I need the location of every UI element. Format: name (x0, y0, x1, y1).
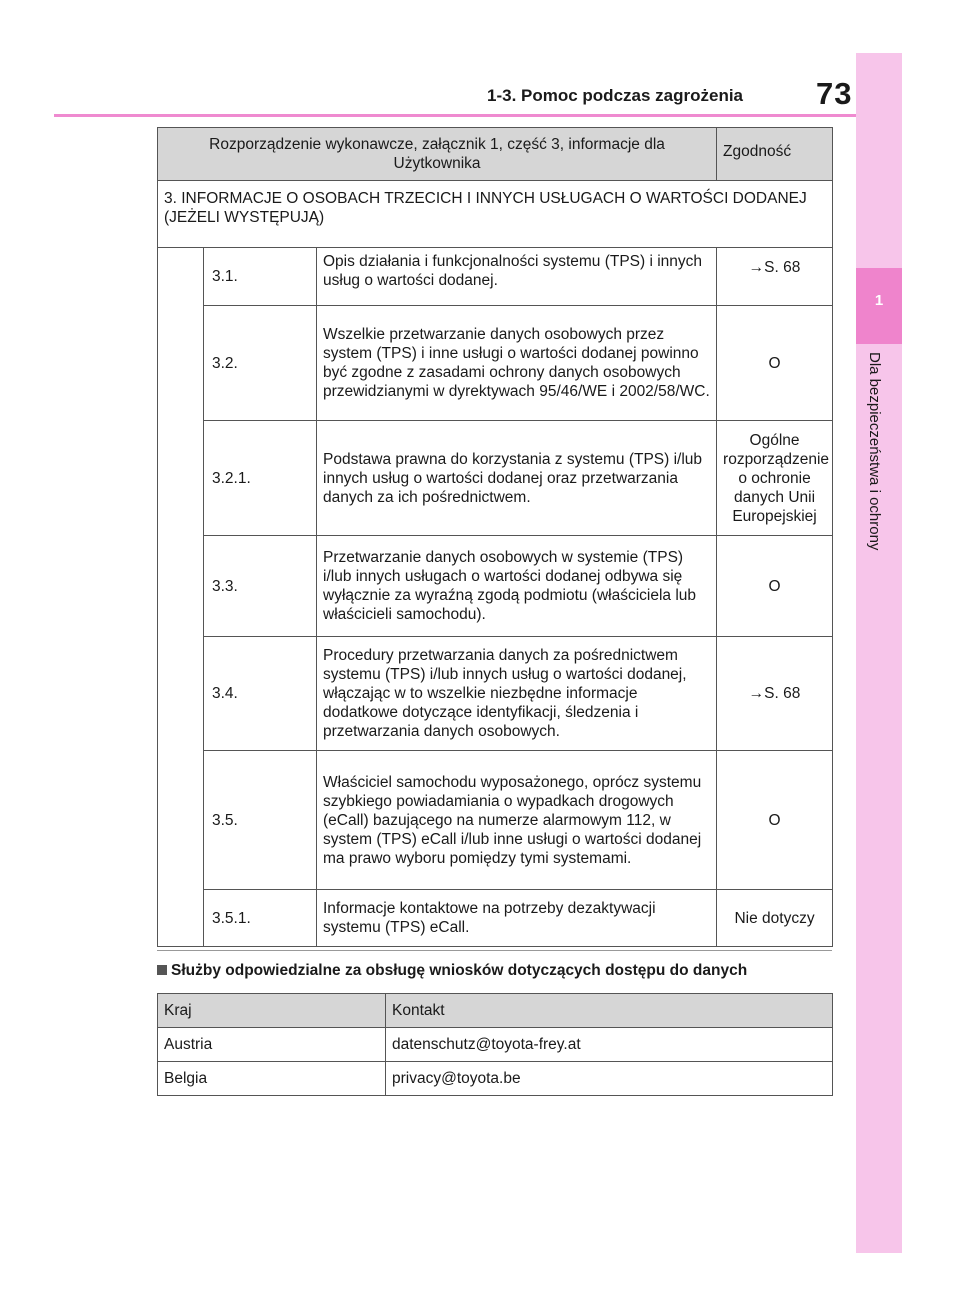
country-cell: Austria (158, 1028, 386, 1062)
row-number: 3.2.1. (204, 421, 317, 536)
row-number: 3.3. (204, 536, 317, 637)
table-row (158, 1062, 833, 1096)
side-tab-strip (856, 53, 902, 1253)
row-description: Informacje kontaktowe na potrzeby dezaktywacji systemu (TPS) eCall. (317, 890, 717, 947)
section-heading-text: Służby odpowiedzialne za obsługę wniosków dotyczących dostępu do danych (171, 962, 748, 979)
row-description: Przetwarzanie danych osobowych w systemie (TPS) i/lub innych usługach o wartości dodanej odbywa się wyłącznie za wyraźną zgodą podmiotu (właściciela lub właścicieli samochodu). (317, 536, 717, 637)
section-heading (157, 962, 747, 980)
header-rule (54, 114, 858, 117)
row-compliance: O (717, 751, 833, 890)
table-row (158, 1028, 833, 1062)
side-tab-chapter-label: Dla bezpieczeństwa i ochrony (866, 352, 883, 551)
row-compliance: →S. 68 (717, 248, 833, 306)
row-description: Właściciel samochodu wyposażonego, oprócz systemu szybkiego powiadamiania o wypadkach drogowych (eCall) bazującego na numerze alarmowym 112, w system (TPS) eCall i/lub inne usługi o wartości dodanej ma prawo wyboru pomiędzy tymi systemami. (317, 751, 717, 890)
page-number: 73 (816, 76, 853, 111)
table-header-regulation: Rozporządzenie wykonawcze, załącznik 1, część 3, informacje dla Użytkownika (158, 128, 717, 181)
row-number: 3.1. (204, 248, 317, 306)
column-header-contact: Kontakt (386, 994, 833, 1028)
row-number: 3.4. (204, 637, 317, 751)
row-compliance: →S. 68 (717, 637, 833, 751)
row-compliance: O (717, 536, 833, 637)
row-description: Wszelkie przetwarzanie danych osobowych przez system (TPS) i inne usługi o wartości dodanej powinno być zgodne z zasadami ochrony danych osobowych przewidzianymi w dyrektywach 95/46/WE i 2002/58/WC. (317, 306, 717, 421)
section-title: 3. INFORMACJE O OSOBACH TRZECICH I INNYCH USŁUGACH O WARTOŚCI DODANEJ (JEŻELI WYSTĘPUJĄ) (158, 181, 833, 248)
country-cell: Belgia (158, 1062, 386, 1096)
square-bullet-icon (157, 965, 167, 975)
row-compliance: Ogólne rozporządzenie o ochronie danych Unii Europejskiej (717, 421, 833, 536)
table-header-compliance: Zgodność (717, 128, 833, 181)
email-cell: datenschutz@toyota-frey.at (386, 1028, 833, 1062)
section-divider (157, 950, 832, 951)
row-number: 3.5.1. (204, 890, 317, 947)
row-description: Procedury przetwarzania danych za pośrednictwem systemu (TPS) i/lub innych usług o wartości dodanej, włączając w to wszelkie niezbędne informacje dodatkowe dotyczące identyfikacji, śledzenia i przetwarzania danych osobowych. (317, 637, 717, 751)
indent-cell (158, 248, 204, 947)
running-header-title: 1-3. Pomoc podczas zagrożenia (487, 86, 744, 105)
row-compliance: O (717, 306, 833, 421)
contacts-table (157, 993, 833, 1096)
row-description: Opis działania i funkcjonalności systemu (TPS) i innych usług o wartości dodanej. (317, 248, 717, 306)
email-cell: privacy@toyota.be (386, 1062, 833, 1096)
compliance-table (157, 127, 833, 947)
side-tab-chapter-number: 1 (874, 292, 884, 309)
row-compliance: Nie dotyczy (717, 890, 833, 947)
column-header-country: Kraj (158, 994, 386, 1028)
row-description: Podstawa prawna do korzystania z systemu (TPS) i/lub innych usług o wartości dodanej oraz przetwarzania danych za ich pośrednictwem. (317, 421, 717, 536)
row-number: 3.5. (204, 751, 317, 890)
row-number: 3.2. (204, 306, 317, 421)
